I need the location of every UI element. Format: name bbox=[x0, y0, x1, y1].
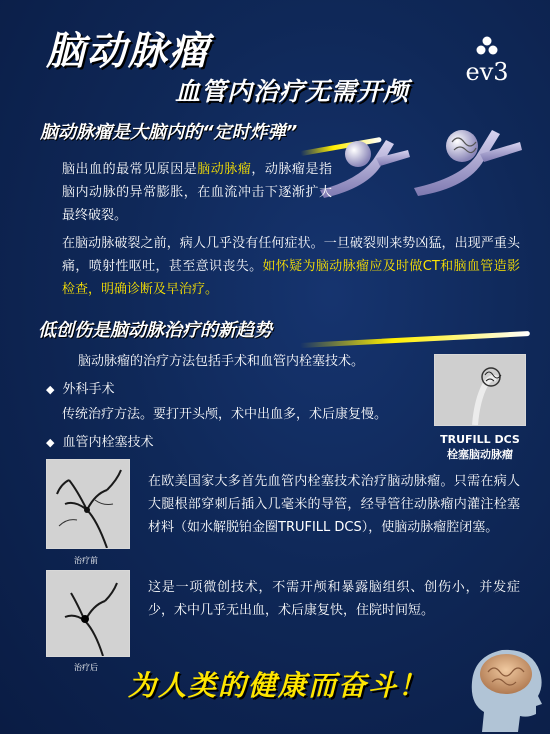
bullet-surgery bbox=[46, 378, 114, 397]
diamond-bullet-icon: ◆ bbox=[46, 436, 55, 449]
caption-line: 栓塞脑动脉瘤 bbox=[447, 448, 513, 461]
bullet-label: 外科手术 bbox=[62, 382, 115, 397]
heading-underline bbox=[300, 331, 530, 348]
section2-heading: 低创伤是脑动脉治疗的新趋势 bbox=[38, 320, 272, 341]
slogan: 为人类的健康而奋斗！ bbox=[128, 669, 429, 702]
logo-text: ev3 bbox=[465, 58, 509, 86]
p1-text-start: 脑出血的最常见原因是 bbox=[62, 162, 198, 177]
aneurysm-illustration-icon bbox=[318, 120, 418, 200]
angiogram-after-image bbox=[46, 570, 130, 657]
aneurysm-coil-illustration-icon bbox=[410, 112, 528, 198]
bullet-embolization bbox=[46, 431, 153, 450]
section2-paragraph-benefits: 这是一项微创技术，不需开颅和暴露脑组织、创伤小，并发症少，术中几乎无出血，术后康复快，住院时间短。 bbox=[148, 580, 520, 618]
p2-highlight: 如怀疑为脑动脉瘤应及时做CT和脑血管造影检查，明确诊断及早治疗。 bbox=[62, 259, 520, 297]
trufill-dcs-caption bbox=[418, 432, 542, 462]
ev3-logo bbox=[452, 36, 522, 86]
section2-paragraph-embolization: 在欧美国家大多首先血管内栓塞技术治疗脑动脉瘤。只需在病人大腿根部穿刺后插入几毫米的导管，经导管往动脉瘤内灌注栓塞材料（如水解脱铂金圈TRUFILL DCS），使脑动脉瘤腔闭塞。 bbox=[148, 474, 520, 535]
p1-highlight: 脑动脉瘤 bbox=[197, 162, 252, 177]
p2-text: 在脑动脉破裂之前，病人几乎没有任何症状。一旦破裂则来势凶猛，出现严重头痛，喷射性呕吐，甚至意识丧失。 bbox=[62, 236, 520, 274]
section2-intro: 脑动脉瘤的治疗方法包括手术和血管内栓塞技术。 bbox=[78, 354, 365, 369]
human-head-brain-icon bbox=[462, 642, 548, 732]
caption-line: TRUFILL DCS bbox=[440, 433, 520, 446]
before-treatment-caption: 治疗前 bbox=[74, 556, 98, 565]
p1-text-end: ，动脉瘤是指脑内动脉的异常膨胀，在血流冲击下逐渐扩大最终破裂。 bbox=[62, 162, 332, 223]
poster-subtitle: 血管内治疗无需开颅 bbox=[175, 77, 410, 106]
bullet-label: 血管内栓塞技术 bbox=[62, 435, 154, 450]
diamond-bullet-icon: ◆ bbox=[46, 383, 55, 396]
surgery-description: 传统治疗方法。要打开头颅，术中出血多，术后康复慢。 bbox=[62, 407, 388, 422]
angiogram-before-image bbox=[46, 459, 130, 549]
section1-heading: 脑动脉瘤是大脑内的“定时炸弹” bbox=[40, 122, 298, 143]
after-treatment-caption: 治疗后 bbox=[74, 663, 98, 672]
poster-title: 脑动脉瘤 bbox=[46, 29, 211, 74]
section1-paragraph1 bbox=[62, 158, 332, 227]
trufill-dcs-angiogram-image bbox=[434, 354, 526, 426]
section1-paragraph2 bbox=[62, 232, 520, 301]
